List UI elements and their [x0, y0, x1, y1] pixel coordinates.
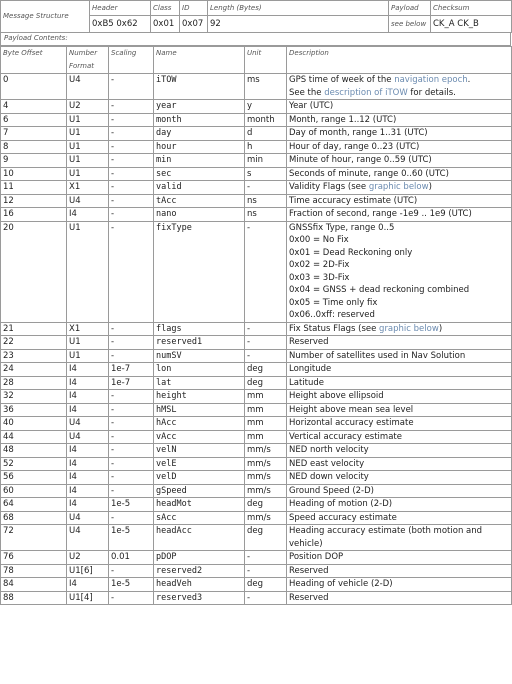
number-format-cell: I4 — [67, 484, 109, 498]
scaling-cell: - — [109, 417, 154, 431]
field-name-cell: sec — [154, 167, 245, 181]
field-name-cell: lon — [154, 363, 245, 377]
byte-offset-cell: 6 — [1, 113, 67, 127]
byte-offset-cell: 52 — [1, 457, 67, 471]
table-row — [1, 208, 512, 222]
table-row — [1, 167, 512, 181]
scaling-cell: - — [109, 100, 154, 114]
table-row — [1, 498, 512, 512]
number-format-cell: U1 — [67, 349, 109, 363]
unit-cell: mm/s — [245, 457, 287, 471]
message-structure-table — [0, 0, 512, 33]
unit-cell: - — [245, 181, 287, 195]
field-name-cell: tAcc — [154, 194, 245, 208]
byte-offset-cell: 78 — [1, 564, 67, 578]
description-line: NED north velocity — [289, 445, 369, 455]
scaling-cell: - — [109, 208, 154, 222]
description-line: 0x06..0xff: reserved — [289, 310, 375, 320]
description-line: vehicle) — [289, 538, 323, 549]
field-name-cell: headMot — [154, 498, 245, 512]
description-cell — [287, 511, 512, 525]
number-format-cell: I4 — [67, 208, 109, 222]
description-line: Number of satellites used in Nav Solution — [289, 350, 466, 361]
field-name-cell: nano — [154, 208, 245, 222]
byte-offset-cell: 68 — [1, 511, 67, 525]
description-line: 0x00 = No Fix — [289, 235, 349, 245]
scaling-cell: - — [109, 444, 154, 458]
unit-cell: mm — [245, 390, 287, 404]
field-name-cell: pDOP — [154, 551, 245, 565]
scaling-cell: - — [109, 349, 154, 363]
byte-offset-cell: 4 — [1, 100, 67, 114]
number-format-cell: I4 — [67, 403, 109, 417]
table-row — [1, 336, 512, 350]
col-name-header: Name — [154, 47, 245, 74]
byte-offset-cell: 44 — [1, 430, 67, 444]
description-line: Day of month, range 1..31 (UTC) — [289, 128, 428, 138]
number-format-cell: I4 — [67, 363, 109, 377]
scaling-cell: 1e-5 — [109, 525, 154, 551]
description-cell — [287, 403, 512, 417]
byte-offset-cell: 84 — [1, 578, 67, 592]
scaling-cell: - — [109, 322, 154, 336]
description-cell — [287, 154, 512, 168]
number-format-cell: U1[4] — [67, 591, 109, 605]
description-line: Year (UTC) — [289, 101, 334, 111]
number-format-cell: U4 — [67, 430, 109, 444]
table-row — [1, 525, 512, 551]
description-cell — [287, 349, 512, 363]
description-cell — [287, 564, 512, 578]
number-format-cell: U1 — [67, 336, 109, 350]
field-name-cell: lat — [154, 376, 245, 390]
number-format-cell: U4 — [67, 525, 109, 551]
byte-offset-cell: 0 — [1, 74, 67, 100]
unit-cell: - — [245, 322, 287, 336]
scaling-cell: - — [109, 430, 154, 444]
byte-offset-cell: 72 — [1, 525, 67, 551]
description-cell — [287, 390, 512, 404]
column-header-row — [1, 47, 512, 74]
number-format-cell: I4 — [67, 578, 109, 592]
unit-cell: - — [245, 336, 287, 350]
unit-cell: s — [245, 167, 287, 181]
field-name-cell: headVeh — [154, 578, 245, 592]
table-row — [1, 471, 512, 485]
byte-offset-cell: 16 — [1, 208, 67, 222]
description-line: GPS time of week of the navigation epoch. — [289, 75, 471, 85]
number-format-cell: U1 — [67, 140, 109, 154]
description-cell — [287, 127, 512, 141]
number-format-cell: U4 — [67, 417, 109, 431]
unit-cell: deg — [245, 376, 287, 390]
number-format-cell: I4 — [67, 457, 109, 471]
description-line: Reserved — [289, 337, 329, 347]
number-format-cell: U1 — [67, 113, 109, 127]
unit-cell: d — [245, 127, 287, 141]
byte-offset-cell: 36 — [1, 403, 67, 417]
description-line: Fraction of second, range -1e9 .. 1e9 (UTC) — [289, 209, 472, 219]
description-cell — [287, 322, 512, 336]
scaling-cell: 0.01 — [109, 551, 154, 565]
table-row — [1, 74, 512, 100]
description-cell — [287, 376, 512, 390]
field-name-cell: height — [154, 390, 245, 404]
unit-cell: mm — [245, 417, 287, 431]
field-name-cell: hMSL — [154, 403, 245, 417]
number-format-cell: I4 — [67, 471, 109, 485]
table-row — [1, 444, 512, 458]
byte-offset-cell: 56 — [1, 471, 67, 485]
id-value: 0x07 — [180, 16, 208, 33]
table-row — [1, 564, 512, 578]
cross-reference-link[interactable]: description of iTOW — [324, 87, 408, 98]
description-line: Heading of motion (2-D) — [289, 499, 393, 509]
table-row — [1, 154, 512, 168]
scaling-cell: - — [109, 221, 154, 322]
description-line: 0x02 = 2D-Fix — [289, 260, 350, 270]
scaling-cell: - — [109, 390, 154, 404]
scaling-cell: - — [109, 74, 154, 100]
message-structure-label: Message Structure — [1, 1, 90, 33]
number-format-cell: X1 — [67, 322, 109, 336]
description-line: GNSSfix Type, range 0..5 — [289, 222, 395, 233]
description-line: Time accuracy estimate (UTC) — [289, 195, 418, 206]
table-row — [1, 181, 512, 195]
col-format-header: Number Format — [67, 47, 109, 74]
table-row — [1, 322, 512, 336]
byte-offset-cell: 32 — [1, 390, 67, 404]
number-format-cell: U1 — [67, 127, 109, 141]
field-name-cell: min — [154, 154, 245, 168]
description-cell — [287, 167, 512, 181]
length-label: Length (Bytes) — [208, 1, 389, 16]
field-name-cell: velN — [154, 444, 245, 458]
unit-cell: - — [245, 551, 287, 565]
table-row — [1, 417, 512, 431]
number-format-cell: U4 — [67, 194, 109, 208]
number-format-cell: U4 — [67, 511, 109, 525]
description-line: Height above mean sea level — [289, 404, 414, 415]
description-cell — [287, 181, 512, 195]
description-line: Latitude — [289, 377, 324, 388]
number-format-cell: U2 — [67, 551, 109, 565]
scaling-cell: - — [109, 194, 154, 208]
field-name-cell: vAcc — [154, 430, 245, 444]
byte-offset-cell: 28 — [1, 376, 67, 390]
byte-offset-cell: 64 — [1, 498, 67, 512]
description-line: Ground Speed (2-D) — [289, 485, 374, 496]
field-name-cell: valid — [154, 181, 245, 195]
scaling-cell: 1e-7 — [109, 376, 154, 390]
description-line: Hour of day, range 0..23 (UTC) — [289, 141, 420, 152]
scaling-cell: - — [109, 564, 154, 578]
col-description-header: Description — [287, 47, 512, 74]
description-line: Height above ellipsoid — [289, 391, 384, 401]
table-row — [1, 484, 512, 498]
description-line: Longitude — [289, 364, 332, 374]
cross-reference-link[interactable]: graphic below — [368, 182, 429, 192]
byte-offset-cell: 10 — [1, 167, 67, 181]
description-line: Heading accuracy estimate (both motion and — [289, 526, 483, 536]
payload-label: Payload — [389, 1, 431, 16]
byte-offset-cell: 11 — [1, 181, 67, 195]
byte-offset-cell: 23 — [1, 349, 67, 363]
description-cell — [287, 208, 512, 222]
description-line: Seconds of minute, range 0..60 (UTC) — [289, 168, 449, 179]
class-value: 0x01 — [151, 16, 180, 33]
byte-offset-cell: 8 — [1, 140, 67, 154]
description-line: Vertical accuracy estimate — [289, 431, 402, 442]
description-line: Heading of vehicle (2-D) — [289, 579, 393, 589]
description-line: See the description of iTOW for details. — [289, 87, 456, 98]
byte-offset-cell: 12 — [1, 194, 67, 208]
field-name-cell: hAcc — [154, 417, 245, 431]
unit-cell: deg — [245, 363, 287, 377]
id-label: ID — [180, 1, 208, 16]
description-cell — [287, 100, 512, 114]
class-label: Class — [151, 1, 180, 16]
byte-offset-cell: 24 — [1, 363, 67, 377]
unit-cell: deg — [245, 525, 287, 551]
byte-offset-cell: 88 — [1, 591, 67, 605]
payload-fields-table — [0, 46, 512, 605]
description-cell — [287, 551, 512, 565]
payload-value: see below — [389, 16, 431, 33]
unit-cell: min — [245, 154, 287, 168]
table-row — [1, 591, 512, 605]
unit-cell: mm/s — [245, 444, 287, 458]
field-name-cell: fixType — [154, 221, 245, 322]
byte-offset-cell: 60 — [1, 484, 67, 498]
checksum-label: Checksum — [431, 1, 512, 16]
table-row — [1, 430, 512, 444]
description-cell — [287, 113, 512, 127]
byte-offset-cell: 20 — [1, 221, 67, 322]
unit-cell: month — [245, 113, 287, 127]
unit-cell: ms — [245, 74, 287, 100]
byte-offset-cell: 40 — [1, 417, 67, 431]
scaling-cell: 1e-5 — [109, 578, 154, 592]
description-cell — [287, 444, 512, 458]
unit-cell: ns — [245, 208, 287, 222]
unit-cell: y — [245, 100, 287, 114]
scaling-cell: - — [109, 591, 154, 605]
description-line: Horizontal accuracy estimate — [289, 418, 414, 428]
scaling-cell: - — [109, 154, 154, 168]
col-scaling-header: Scaling — [109, 47, 154, 74]
number-format-cell: U2 — [67, 100, 109, 114]
scaling-cell: 1e-5 — [109, 498, 154, 512]
table-row — [1, 511, 512, 525]
table-row — [1, 113, 512, 127]
description-line: Validity Flags (see graphic below) — [289, 182, 432, 192]
byte-offset-cell: 7 — [1, 127, 67, 141]
unit-cell: deg — [245, 498, 287, 512]
unit-cell: ns — [245, 194, 287, 208]
byte-offset-cell: 21 — [1, 322, 67, 336]
description-cell — [287, 336, 512, 350]
table-row — [1, 221, 512, 322]
unit-cell: - — [245, 564, 287, 578]
number-format-cell: I4 — [67, 376, 109, 390]
col-offset-header: Byte Offset — [1, 47, 67, 74]
description-cell — [287, 591, 512, 605]
scaling-cell: - — [109, 140, 154, 154]
number-format-cell: I4 — [67, 498, 109, 512]
header-label: Header — [90, 1, 151, 16]
number-format-cell: U1 — [67, 167, 109, 181]
description-cell — [287, 194, 512, 208]
unit-cell: mm — [245, 403, 287, 417]
unit-cell: mm/s — [245, 484, 287, 498]
unit-cell: mm/s — [245, 511, 287, 525]
description-cell — [287, 457, 512, 471]
description-cell — [287, 430, 512, 444]
number-format-cell: U4 — [67, 74, 109, 100]
byte-offset-cell: 48 — [1, 444, 67, 458]
scaling-cell: - — [109, 113, 154, 127]
description-cell — [287, 417, 512, 431]
cross-reference-link[interactable]: graphic below — [379, 323, 439, 334]
table-row — [1, 127, 512, 141]
description-line: 0x04 = GNSS + dead reckoning combined — [289, 285, 470, 295]
description-line: Position DOP — [289, 552, 344, 562]
scaling-cell: 1e-7 — [109, 363, 154, 377]
field-name-cell: reserved1 — [154, 336, 245, 350]
scaling-cell: - — [109, 511, 154, 525]
number-format-cell: I4 — [67, 444, 109, 458]
description-line: Month, range 1..12 (UTC) — [289, 114, 397, 125]
description-line: Reserved — [289, 592, 329, 603]
scaling-cell: - — [109, 181, 154, 195]
checksum-value: CK_A CK_B — [431, 16, 512, 33]
byte-offset-cell: 9 — [1, 154, 67, 168]
header-value: 0xB5 0x62 — [90, 16, 151, 33]
table-row — [1, 194, 512, 208]
field-name-cell: year — [154, 100, 245, 114]
unit-cell: - — [245, 349, 287, 363]
unit-cell: - — [245, 591, 287, 605]
number-format-cell: X1 — [67, 181, 109, 195]
field-name-cell: sAcc — [154, 511, 245, 525]
field-name-cell: velE — [154, 457, 245, 471]
description-line: 0x03 = 3D-Fix — [289, 272, 350, 283]
description-cell — [287, 578, 512, 592]
table-row — [1, 403, 512, 417]
table-row — [1, 100, 512, 114]
unit-cell: h — [245, 140, 287, 154]
payload-contents-label: Payload Contents: — [0, 33, 511, 46]
scaling-cell: - — [109, 336, 154, 350]
scaling-cell: - — [109, 127, 154, 141]
field-name-cell: month — [154, 113, 245, 127]
number-format-cell: U1 — [67, 154, 109, 168]
description-line: Speed accuracy estimate — [289, 512, 397, 523]
description-cell — [287, 525, 512, 551]
byte-offset-cell: 22 — [1, 336, 67, 350]
scaling-cell: - — [109, 484, 154, 498]
description-line: 0x05 = Time only fix — [289, 297, 378, 308]
field-name-cell: velD — [154, 471, 245, 485]
scaling-cell: - — [109, 471, 154, 485]
col-unit-header: Unit — [245, 47, 287, 74]
unit-cell: mm/s — [245, 471, 287, 485]
unit-cell: - — [245, 221, 287, 322]
description-cell — [287, 363, 512, 377]
description-line: Minute of hour, range 0..59 (UTC) — [289, 155, 432, 165]
table-row — [1, 349, 512, 363]
field-name-cell: numSV — [154, 349, 245, 363]
byte-offset-cell: 76 — [1, 551, 67, 565]
description-line: NED east velocity — [289, 458, 365, 469]
description-cell — [287, 498, 512, 512]
scaling-cell: - — [109, 403, 154, 417]
description-cell — [287, 74, 512, 100]
field-name-cell: iTOW — [154, 74, 245, 100]
description-line: Fix Status Flags (see graphic below) — [289, 323, 443, 334]
field-name-cell: reserved3 — [154, 591, 245, 605]
unit-cell: deg — [245, 578, 287, 592]
scaling-cell: - — [109, 167, 154, 181]
description-cell — [287, 221, 512, 322]
field-name-cell: hour — [154, 140, 245, 154]
table-row — [1, 457, 512, 471]
table-row — [1, 140, 512, 154]
number-format-cell: I4 — [67, 390, 109, 404]
field-name-cell: headAcc — [154, 525, 245, 551]
description-line: Reserved — [289, 565, 329, 576]
table-row — [1, 376, 512, 390]
scaling-cell: - — [109, 457, 154, 471]
field-name-cell: day — [154, 127, 245, 141]
table-row — [1, 578, 512, 592]
unit-cell: mm — [245, 430, 287, 444]
description-cell — [287, 471, 512, 485]
field-name-cell: flags — [154, 322, 245, 336]
table-row — [1, 551, 512, 565]
field-name-cell: gSpeed — [154, 484, 245, 498]
number-format-cell: U1[6] — [67, 564, 109, 578]
description-cell — [287, 140, 512, 154]
table-row — [1, 363, 512, 377]
description-line: 0x01 = Dead Reckoning only — [289, 247, 413, 258]
description-cell — [287, 484, 512, 498]
table-row — [1, 390, 512, 404]
length-value: 92 — [208, 16, 389, 33]
cross-reference-link[interactable]: navigation epoch — [394, 75, 468, 85]
description-line: NED down velocity — [289, 472, 369, 482]
field-name-cell: reserved2 — [154, 564, 245, 578]
number-format-cell: U1 — [67, 221, 109, 322]
